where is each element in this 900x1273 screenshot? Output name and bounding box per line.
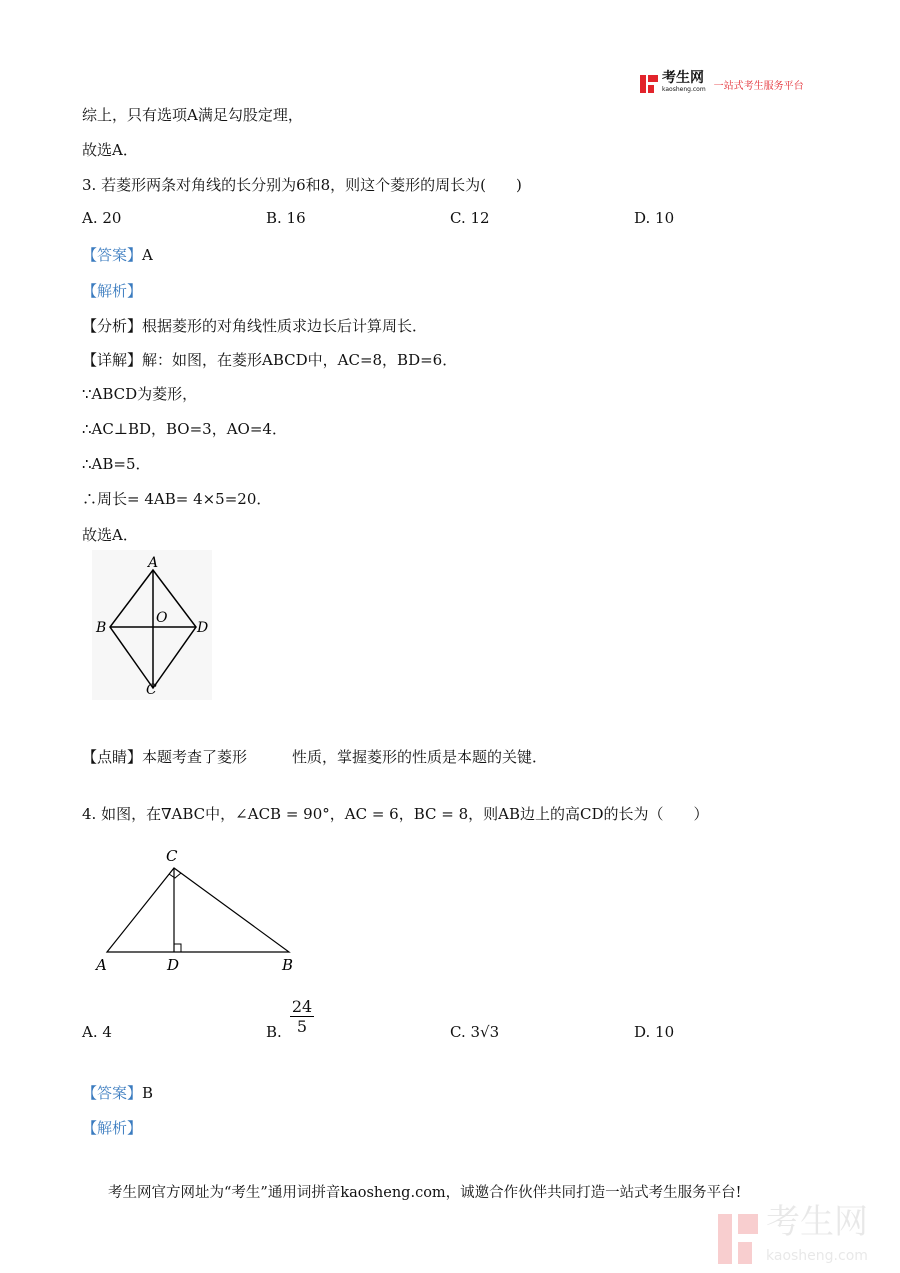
- analysis-tag: 【解析】: [82, 1119, 143, 1137]
- q4-option-b: B.: [266, 1023, 282, 1041]
- svg-text:D: D: [167, 956, 180, 974]
- logo-slogan: 一站式考生服务平台: [713, 80, 804, 92]
- question-4: 4. 如图，在∇ABC中，∠ACB = 90°，AC = 6，BC = 8，则AB边上的高CD的长为（ ）: [82, 805, 709, 823]
- q3-option-a: A. 20: [82, 209, 122, 227]
- q3-answer: 【答案】A: [82, 246, 153, 264]
- step: ∴周长= 4AB= 4×5=20．: [82, 490, 272, 508]
- label-a: A: [148, 555, 159, 571]
- step: ∴AC⊥BD，BO=3，AO=4．: [82, 420, 287, 438]
- footer-text: 考生网官方网址为“考生”通用词拼音kaosheng.com，诚邀合作伙伴共同打造一站式考生服务平台!: [108, 1185, 742, 1201]
- svg-text:B: B: [282, 956, 294, 974]
- key-point: 【点睛】本题考查了菱形 性质，掌握菱形的性质是本题的关键．: [82, 748, 548, 766]
- analysis-tag: 【解析】: [82, 282, 143, 300]
- rhombus-figure: [92, 550, 212, 700]
- q3-option-d: D. 10: [634, 209, 675, 227]
- label-d: D: [197, 620, 209, 636]
- step: ∵ABCD为菱形，: [82, 385, 198, 403]
- text-line: 综上，只有选项A满足勾股定理，: [82, 106, 303, 124]
- svg-text:C: C: [166, 847, 178, 865]
- q3-option-c: C. 12: [450, 209, 490, 227]
- q4-option-c: C. 3√3: [450, 1023, 500, 1041]
- text-line: 故选A．: [82, 141, 138, 159]
- question-3: 3. 若菱形两条对角线的长分别为6和8，则这个菱形的周长为( ): [82, 176, 522, 194]
- watermark-mark-icon: [718, 1214, 758, 1264]
- q4-option-a: A. 4: [82, 1023, 112, 1041]
- label-c: C: [146, 682, 157, 698]
- svg-text:A: A: [96, 956, 107, 974]
- triangle-figure: [92, 842, 312, 977]
- label-o: O: [156, 610, 168, 626]
- q3-option-b: B. 16: [266, 209, 306, 227]
- detail-text: 【详解】解：如图，在菱形ABCD中，AC=8，BD=6．: [82, 351, 458, 369]
- step: 故选A．: [82, 526, 138, 544]
- logo-brand: 考生网 kaosheng.com: [662, 70, 706, 93]
- step: ∴AB=5．: [82, 455, 151, 473]
- analysis-text: 【分析】根据菱形的对角线性质求边长后计算周长．: [82, 317, 428, 335]
- logo-mark-icon: [640, 75, 658, 93]
- watermark-logo: 考生网 kaosheng.com: [718, 1205, 868, 1273]
- q4-answer: 【答案】B: [82, 1084, 154, 1102]
- q4-option-d: D. 10: [634, 1023, 675, 1041]
- q4-option-b-fraction: 24 5: [291, 997, 313, 1036]
- header-logo: [640, 72, 804, 96]
- label-b: B: [96, 620, 107, 636]
